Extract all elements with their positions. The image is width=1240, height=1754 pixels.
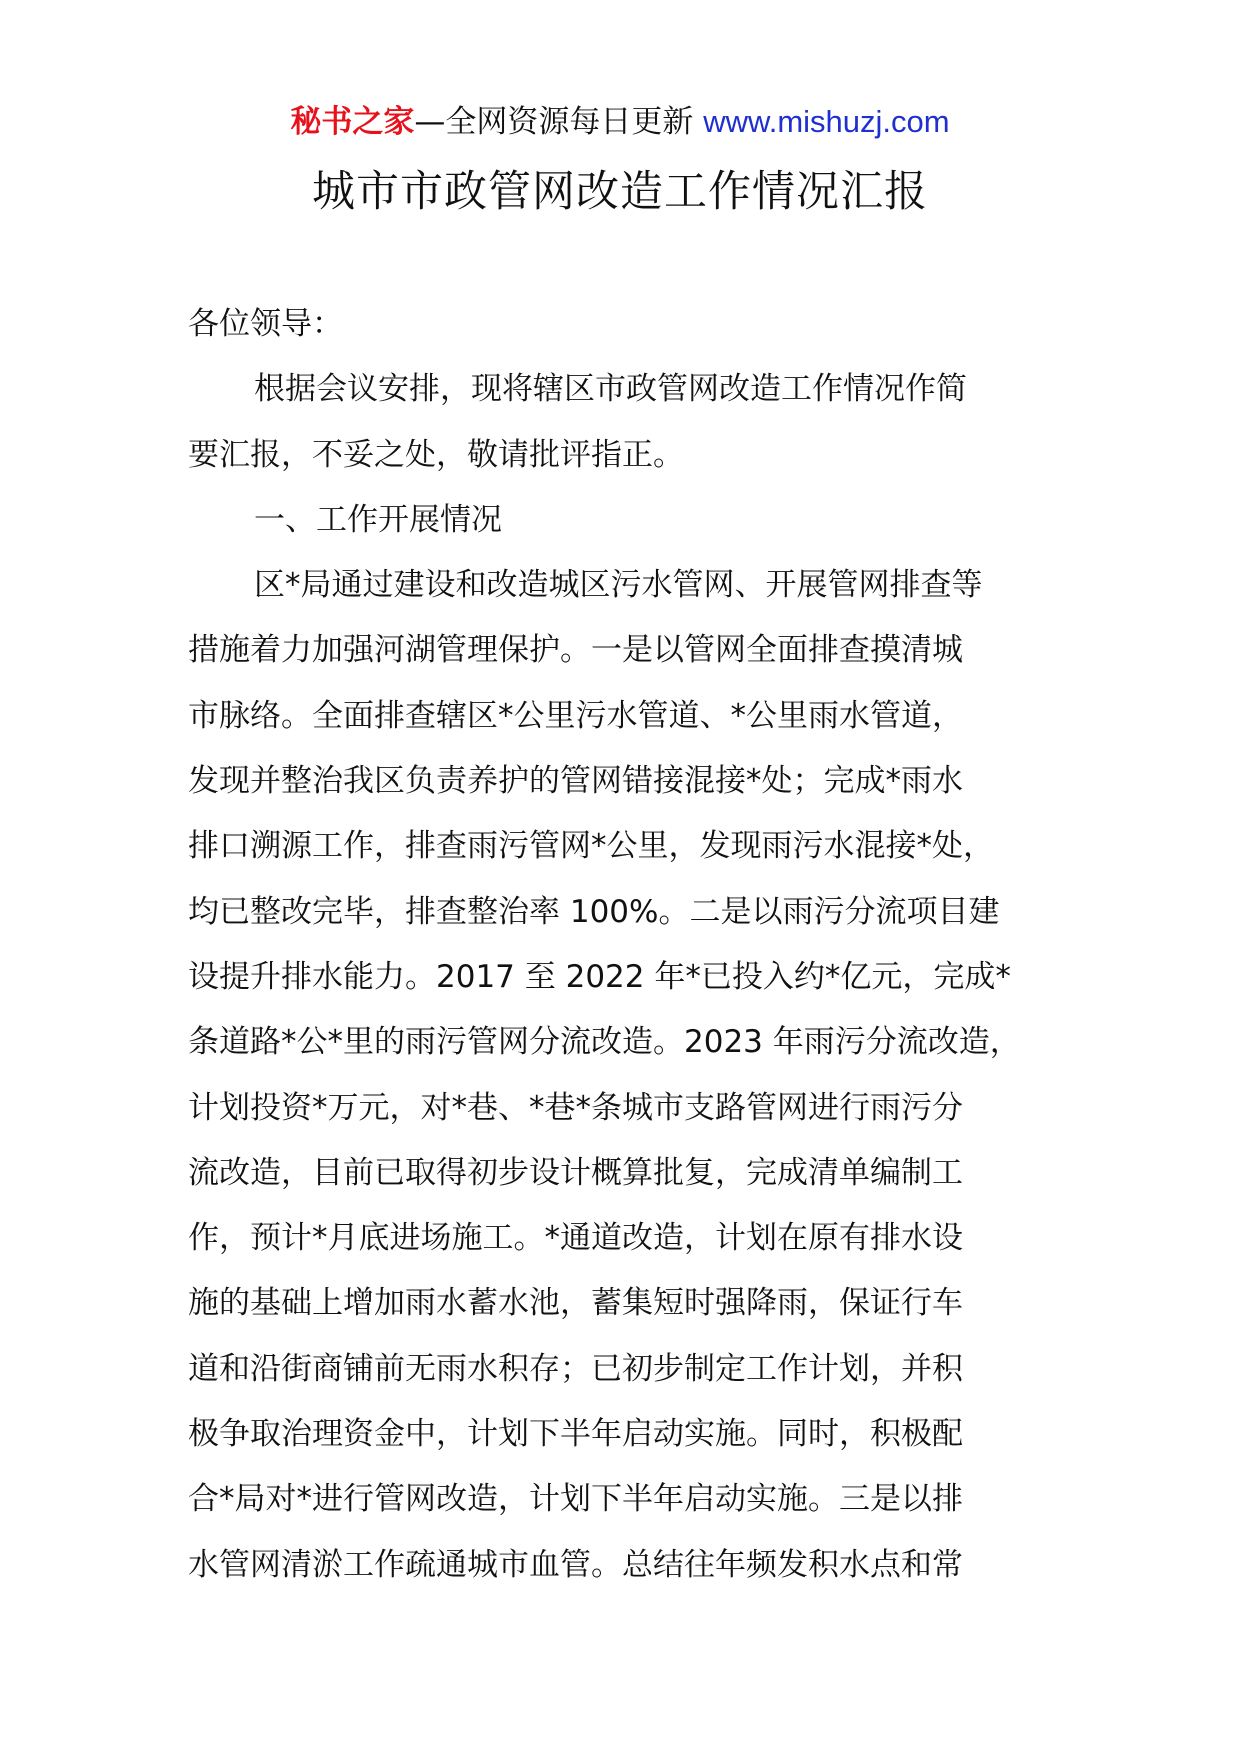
paragraph-line: 计划投资*万元，对*巷、*巷*条城市支路管网进行雨污分 xyxy=(188,1089,963,1126)
paragraph-line: 区*局通过建设和改造城区污水管网、开展管网排查等 xyxy=(254,567,983,604)
paragraph-line: 发现并整治我区负责养护的管网错接混接*处；完成*雨水 xyxy=(188,763,963,800)
salutation-line: 各位领导： xyxy=(188,306,343,342)
paragraph-line: 极争取治理资金中，计划下半年启动实施。同时，积极配 xyxy=(188,1416,963,1453)
paragraph-line: 根据会议安排，现将辖区市政管网改造工作情况作简 xyxy=(254,371,967,408)
paragraph-line: 道和沿街商铺前无雨水积存；已初步制定工作计划，并积 xyxy=(188,1350,963,1387)
banner-tagline: —全网资源每日更新 xyxy=(414,104,694,140)
paragraph-line: 要汇报，不妥之处，敬请批评指正。 xyxy=(188,436,684,473)
document-title: 城市市政管网改造工作情况汇报 xyxy=(312,167,928,217)
brand-name: 秘书之家 xyxy=(290,104,415,140)
site-url-link[interactable]: www.mishuzj.com xyxy=(703,104,950,139)
section-heading: 一、工作开展情况 xyxy=(254,501,502,538)
paragraph-line: 合*局对*进行管网改造，计划下半年启动实施。三是以排 xyxy=(188,1481,963,1518)
paragraph-line: 排口溯源工作，排查雨污管网*公里，发现雨污水混接*处， xyxy=(188,828,994,865)
paragraph-line: 施的基础上增加雨水蓄水池，蓄集短时强降雨，保证行车 xyxy=(188,1285,963,1322)
site-banner xyxy=(0,100,1240,144)
paragraph-line: 措施着力加强河湖管理保护。一是以管网全面排查摸清城 xyxy=(188,632,963,669)
paragraph-line: 市脉络。全面排查辖区*公里污水管道、*公里雨水管道， xyxy=(188,697,963,734)
paragraph-line: 设提升排水能力。2017 至 2022 年*已投入约*亿元，完成* xyxy=(188,958,1011,995)
paragraph-line: 作，预计*月底进场施工。*通道改造，计划在原有排水设 xyxy=(188,1220,963,1257)
paragraph-line: 水管网清淤工作疏通城市血管。总结往年频发积水点和常 xyxy=(188,1546,963,1583)
paragraph-line: 均已整改完毕，排查整治率 100%。二是以雨污分流项目建 xyxy=(188,893,1000,930)
paragraph-line: 条道路*公*里的雨污管网分流改造。2023 年雨污分流改造， xyxy=(188,1024,1021,1061)
paragraph-line: 流改造，目前已取得初步设计概算批复，完成清单编制工 xyxy=(188,1154,963,1191)
document-body xyxy=(188,292,1058,1598)
